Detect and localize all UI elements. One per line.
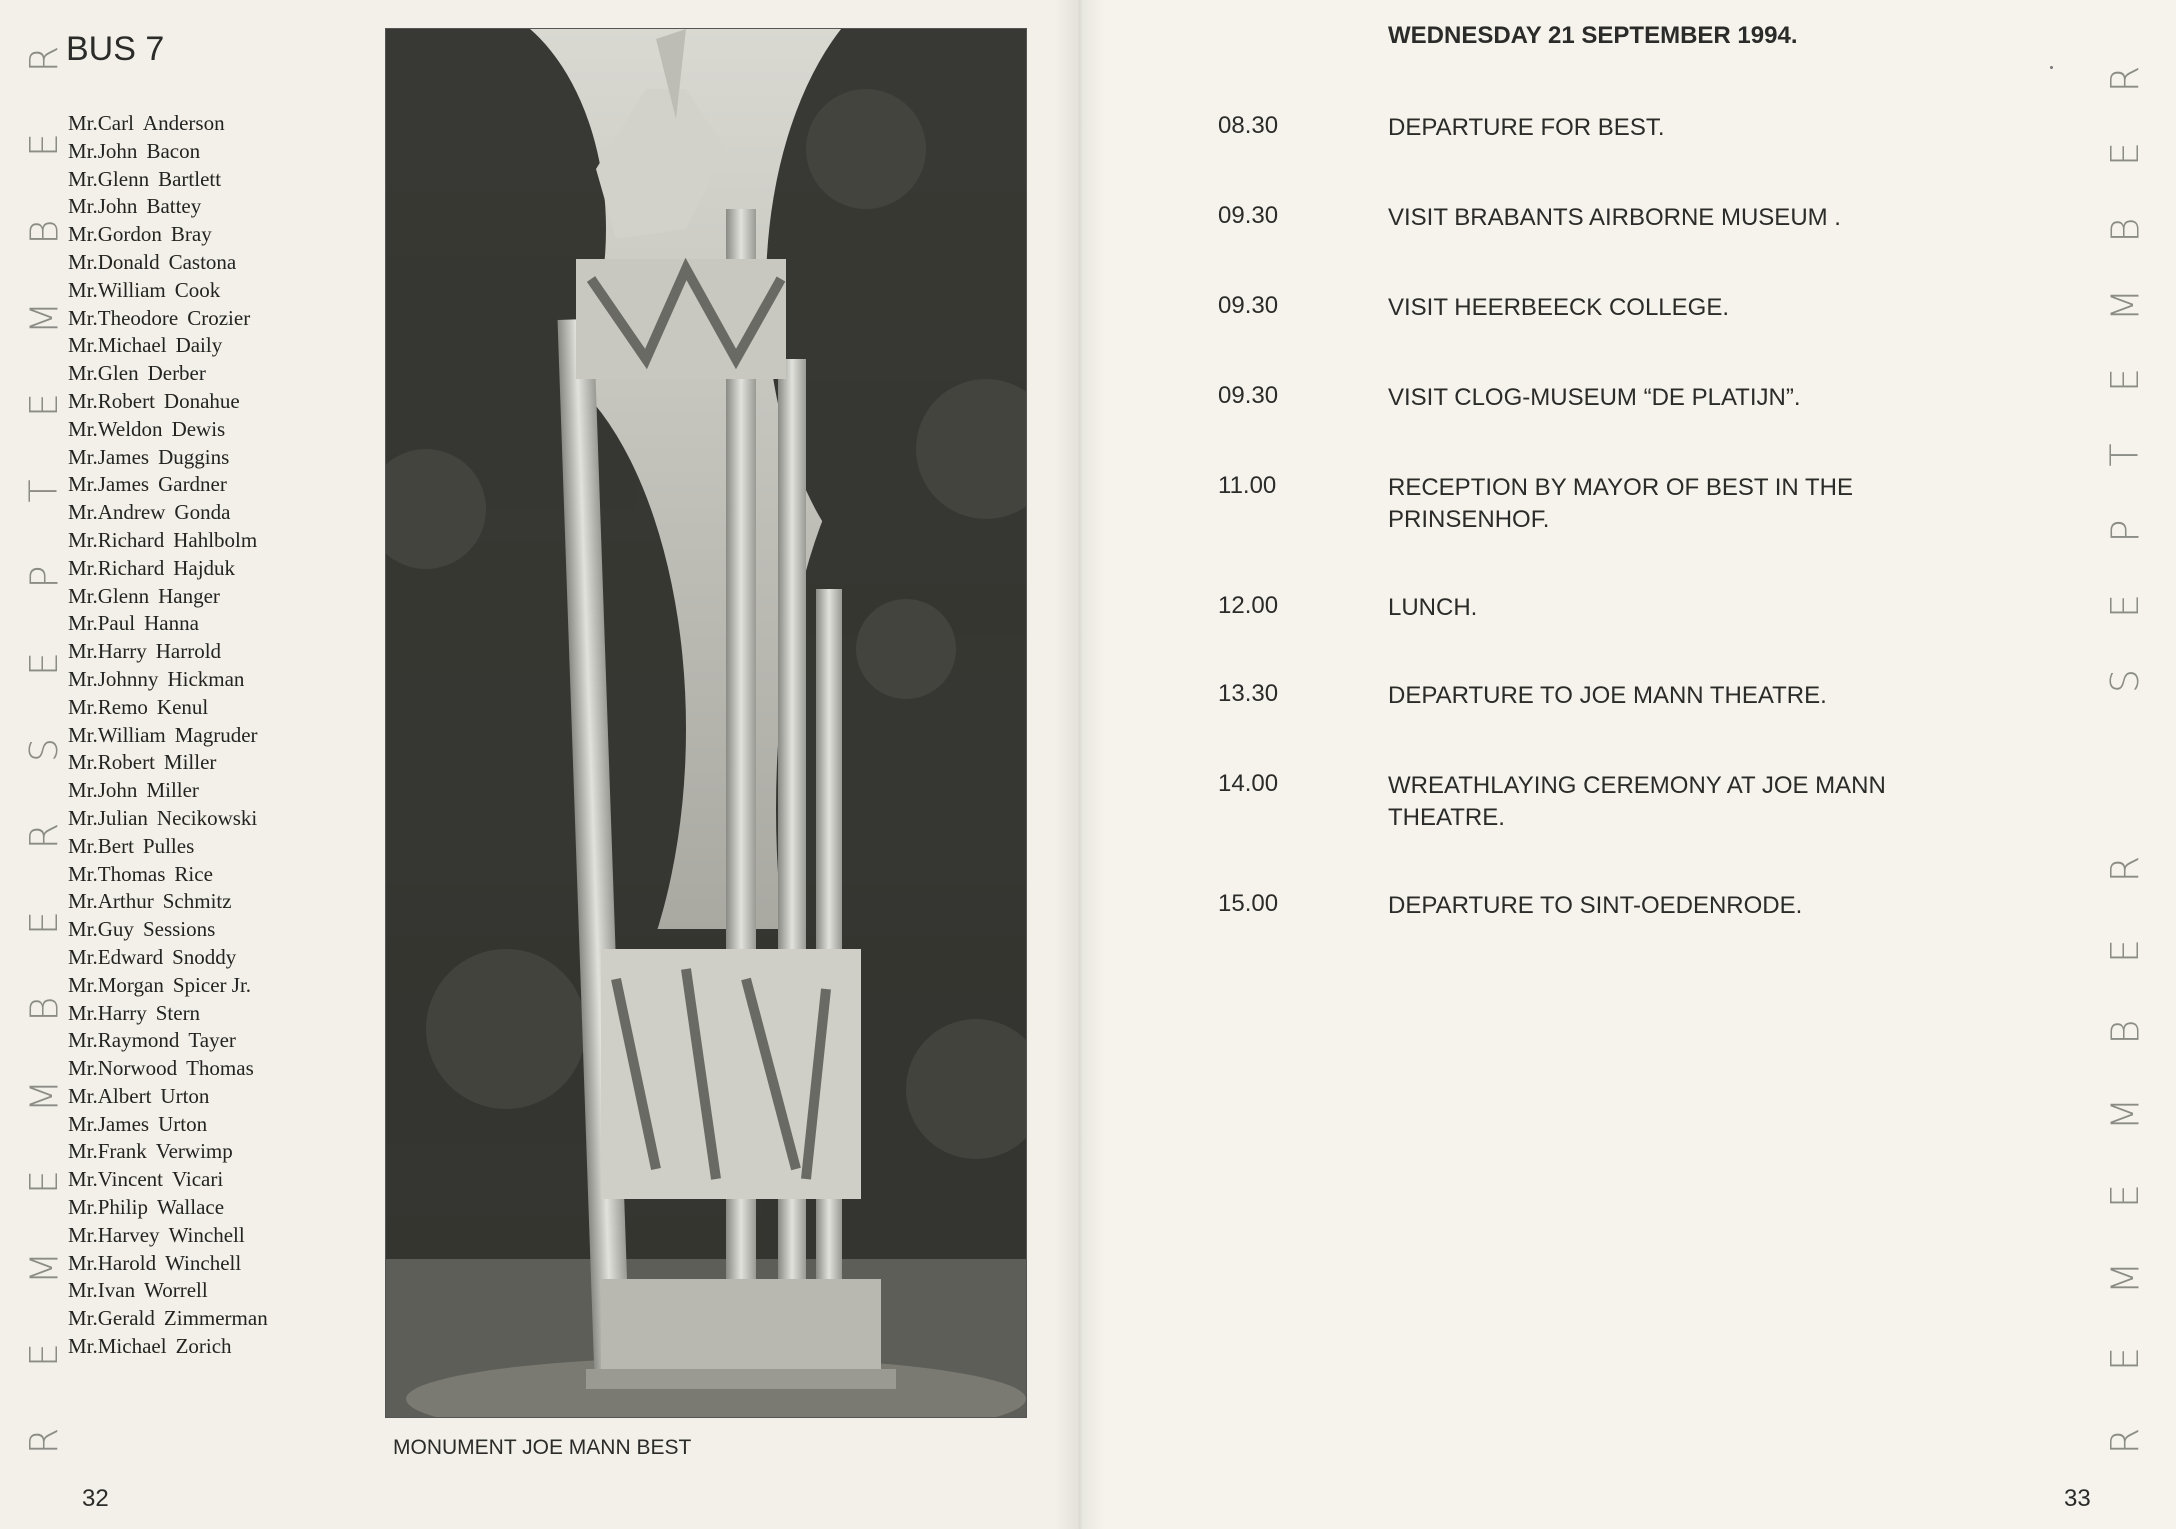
side-letter: T bbox=[2103, 443, 2147, 467]
attendee-last-name: Thomas bbox=[186, 1056, 254, 1081]
attendee-first-name: Mr.John bbox=[68, 778, 138, 803]
attendee-item bbox=[68, 555, 328, 583]
attendee-last-name: Hanger bbox=[158, 583, 220, 608]
schedule-time: 11.00 bbox=[1218, 472, 1277, 499]
side-letter: M bbox=[2102, 288, 2147, 322]
side-letter: R bbox=[22, 1427, 66, 1455]
schedule-event: VISIT HEERBEECK COLLEGE. bbox=[1388, 294, 1730, 321]
attendee-first-name: Mr.Morgan bbox=[68, 972, 164, 997]
side-letter: M bbox=[21, 1079, 66, 1112]
attendee-last-name: Snoddy bbox=[172, 944, 237, 969]
attendee-item bbox=[68, 305, 328, 333]
side-letter: E bbox=[21, 1342, 66, 1367]
attendee-first-name: Mr.Paul bbox=[68, 611, 136, 636]
attendee-last-name: Miller bbox=[146, 778, 199, 803]
attendee-item bbox=[68, 138, 328, 166]
attendee-first-name: Mr.John bbox=[68, 138, 138, 163]
attendee-item bbox=[68, 1194, 328, 1222]
side-letter: R bbox=[2103, 855, 2147, 883]
schedule-time: 09.30 bbox=[1218, 202, 1279, 229]
attendee-last-name: Gonda bbox=[174, 500, 231, 525]
side-letter: E bbox=[2102, 1183, 2147, 1208]
attendee-first-name: Mr.Glen bbox=[68, 361, 139, 386]
attendee-last-name: Necikowski bbox=[156, 805, 258, 830]
attendee-first-name: Mr.Thomas bbox=[68, 861, 166, 886]
attendee-first-name: Mr.Harry bbox=[68, 639, 147, 664]
attendee-first-name: Mr.Ivan bbox=[68, 1278, 136, 1303]
speck bbox=[2050, 66, 2053, 69]
schedule-event: DEPARTURE FOR BEST. bbox=[1388, 114, 1665, 141]
attendee-last-name: Battey bbox=[146, 194, 202, 219]
schedule-event: RECEPTION BY MAYOR OF BEST IN THE PRINSENHOF. bbox=[1388, 474, 1853, 533]
schedule-event: WREATHLAYING CEREMONY AT JOE MANN THEATRE. bbox=[1388, 772, 1886, 831]
attendee-last-name: Tayer bbox=[188, 1028, 236, 1053]
attendee-item bbox=[68, 1111, 328, 1139]
side-text-left bbox=[21, 40, 66, 1460]
attendee-first-name: Mr.James bbox=[68, 1111, 150, 1136]
attendee-last-name: Stern bbox=[155, 1000, 201, 1025]
attendee-last-name: Hanna bbox=[144, 611, 199, 636]
side-letter: M bbox=[21, 1251, 66, 1285]
side-letter: E bbox=[21, 133, 66, 158]
side-letter: E bbox=[2102, 593, 2147, 618]
attendee-item bbox=[68, 749, 328, 777]
attendee-last-name: Hickman bbox=[167, 666, 245, 691]
attendee-item bbox=[68, 916, 328, 944]
attendee-item bbox=[68, 332, 328, 360]
attendee-item bbox=[68, 527, 328, 555]
attendee-item bbox=[68, 833, 328, 861]
side-letter: E bbox=[2102, 938, 2147, 963]
schedule-event: DEPARTURE TO JOE MANN THEATRE. bbox=[1388, 682, 1827, 709]
page-number-right: 33 bbox=[2064, 1485, 2091, 1512]
attendee-first-name: Mr.Vincent bbox=[68, 1167, 163, 1192]
attendee-item bbox=[68, 777, 328, 805]
attendee-item bbox=[68, 193, 328, 221]
attendee-item bbox=[68, 1000, 328, 1028]
attendee-first-name: Mr.Theodore bbox=[68, 305, 179, 330]
attendee-item bbox=[68, 1277, 328, 1305]
side-letter: P bbox=[21, 565, 66, 589]
side-letter: M bbox=[2102, 1097, 2147, 1131]
attendee-item bbox=[68, 249, 328, 277]
attendee-item bbox=[68, 1027, 328, 1055]
attendee-first-name: Mr.Raymond bbox=[68, 1028, 180, 1053]
attendee-item bbox=[68, 471, 328, 499]
attendee-last-name: Zorich bbox=[175, 1334, 232, 1359]
schedule-time: 09.30 bbox=[1218, 382, 1279, 409]
side-letter: T bbox=[22, 479, 66, 503]
attendee-first-name: Mr.Michael bbox=[68, 1334, 167, 1359]
side-letter: B bbox=[2102, 217, 2147, 242]
attendee-item bbox=[68, 1222, 328, 1250]
attendee-item bbox=[68, 638, 328, 666]
side-letter: E bbox=[21, 651, 66, 676]
attendee-first-name: Mr.Albert bbox=[68, 1083, 152, 1108]
attendee-item bbox=[68, 110, 328, 138]
attendee-item bbox=[68, 1250, 328, 1278]
attendee-first-name: Mr.Richard bbox=[68, 555, 165, 580]
schedule-event: LUNCH. bbox=[1388, 594, 1478, 621]
attendee-item bbox=[68, 1138, 328, 1166]
attendee-last-name: Kenul bbox=[156, 694, 209, 719]
date-heading: WEDNESDAY 21 SEPTEMBER 1994. bbox=[1388, 22, 1798, 49]
attendee-item bbox=[68, 944, 328, 972]
attendee-first-name: Mr.Philip bbox=[68, 1195, 148, 1220]
attendee-last-name: Castona bbox=[168, 249, 237, 274]
attendee-item bbox=[68, 694, 328, 722]
schedule-event: VISIT CLOG-MUSEUM “DE PLATIJN”. bbox=[1388, 384, 1801, 411]
side-letter: B bbox=[21, 996, 66, 1022]
side-letter: E bbox=[21, 1169, 66, 1194]
schedule-time: 08.30 bbox=[1218, 112, 1279, 139]
side-letter: R bbox=[22, 45, 66, 73]
page-number-left: 32 bbox=[82, 1485, 109, 1512]
attendee-first-name: Mr.Frank bbox=[68, 1139, 147, 1164]
attendee-last-name: Anderson bbox=[142, 111, 225, 135]
attendee-first-name: Mr.William bbox=[68, 277, 166, 302]
attendee-last-name: Bray bbox=[170, 222, 212, 247]
side-letter: M bbox=[2102, 1261, 2147, 1294]
attendee-last-name: Miller bbox=[163, 750, 217, 775]
attendee-last-name: Hajduk bbox=[173, 555, 236, 580]
attendee-first-name: Mr.Michael bbox=[68, 333, 167, 358]
attendee-item bbox=[68, 666, 328, 694]
side-letter: E bbox=[2102, 1347, 2147, 1372]
schedule-time: 15.00 bbox=[1218, 890, 1279, 917]
attendee-last-name: Zimmerman bbox=[163, 1306, 268, 1331]
attendee-first-name: Mr.Norwood bbox=[68, 1056, 178, 1081]
attendee-first-name: Mr.Carl bbox=[68, 111, 134, 135]
attendee-last-name: Derber bbox=[147, 361, 206, 386]
attendee-item bbox=[68, 499, 328, 527]
attendee-item bbox=[68, 1083, 328, 1111]
attendee-first-name: Mr.Remo bbox=[68, 694, 148, 719]
attendee-item bbox=[68, 360, 328, 388]
attendee-first-name: Mr.Donald bbox=[68, 249, 160, 274]
attendee-first-name: Mr.Glenn bbox=[68, 583, 150, 608]
attendee-item bbox=[68, 805, 328, 833]
attendee-first-name: Mr.Gordon bbox=[68, 222, 162, 247]
schedule-time: 14.00 bbox=[1218, 770, 1279, 797]
attendee-last-name: Sessions bbox=[142, 917, 216, 942]
attendee-first-name: Mr.Weldon bbox=[68, 416, 163, 441]
attendee-first-name: Mr.Bert bbox=[68, 833, 134, 858]
attendee-last-name: Urton bbox=[160, 1083, 210, 1108]
attendee-item bbox=[68, 610, 328, 638]
side-letter: S bbox=[22, 737, 66, 763]
attendee-last-name: Bacon bbox=[146, 138, 201, 163]
attendee-first-name: Mr.Harry bbox=[68, 1000, 147, 1025]
schedule-time: 12.00 bbox=[1218, 592, 1279, 619]
attendee-item bbox=[68, 277, 328, 305]
attendee-first-name: Mr.Gerald bbox=[68, 1306, 155, 1331]
side-letter: E bbox=[2102, 142, 2147, 167]
attendee-first-name: Mr.Julian bbox=[68, 805, 148, 830]
side-text-right-top bbox=[2102, 60, 2147, 700]
attendee-first-name: Mr.Harvey bbox=[68, 1222, 160, 1247]
schedule-event: DEPARTURE TO SINT-OEDENRODE. bbox=[1388, 892, 1803, 919]
attendee-first-name: Mr.Johnny bbox=[68, 666, 159, 691]
attendee-last-name: Schmitz bbox=[162, 889, 232, 914]
attendee-last-name: Daily bbox=[175, 333, 223, 358]
monument-photo bbox=[385, 28, 1027, 1418]
attendee-last-name: Wallace bbox=[156, 1195, 225, 1220]
attendee-item bbox=[68, 861, 328, 889]
schedule-time: 13.30 bbox=[1218, 680, 1279, 707]
side-letter: B bbox=[21, 219, 66, 245]
attendee-item bbox=[68, 888, 328, 916]
attendee-last-name: Bartlett bbox=[158, 166, 222, 191]
side-letter: B bbox=[2102, 1019, 2147, 1045]
attendee-last-name: Spicer Jr. bbox=[172, 972, 252, 997]
attendee-first-name: Mr.Andrew bbox=[68, 500, 166, 525]
side-letter: R bbox=[22, 823, 66, 850]
attendee-item bbox=[68, 1166, 328, 1194]
attendee-last-name: Gardner bbox=[158, 472, 227, 497]
attendee-last-name: Donahue bbox=[163, 388, 240, 413]
attendee-last-name: Vicari bbox=[171, 1167, 224, 1192]
attendee-last-name: Hahlbolm bbox=[173, 527, 258, 552]
attendee-last-name: Magruder bbox=[174, 722, 258, 747]
attendee-first-name: Mr.John bbox=[68, 194, 138, 219]
side-letter: R bbox=[2103, 65, 2147, 93]
schedule-event: VISIT BRABANTS AIRBORNE MUSEUM . bbox=[1388, 204, 1841, 231]
attendee-list bbox=[68, 110, 328, 1361]
side-letter: E bbox=[21, 392, 66, 417]
attendee-item bbox=[68, 1055, 328, 1083]
attendee-first-name: Mr.James bbox=[68, 472, 150, 497]
attendee-last-name: Dewis bbox=[171, 416, 226, 441]
attendee-first-name: Mr.Guy bbox=[68, 917, 134, 942]
attendee-item bbox=[68, 972, 328, 1000]
side-letter: P bbox=[2102, 519, 2147, 542]
attendee-last-name: Verwimp bbox=[155, 1139, 233, 1164]
side-letter: S bbox=[2103, 668, 2147, 694]
schedule-time: 09.30 bbox=[1218, 292, 1279, 319]
attendee-last-name: Duggins bbox=[158, 444, 230, 469]
photo-caption: MONUMENT JOE MANN BEST bbox=[393, 1436, 692, 1459]
attendee-last-name: Winchell bbox=[165, 1250, 242, 1275]
attendee-item bbox=[68, 166, 328, 194]
attendee-first-name: Mr.Edward bbox=[68, 944, 164, 969]
attendee-first-name: Mr.Arthur bbox=[68, 889, 154, 914]
attendee-last-name: Cook bbox=[174, 277, 221, 302]
attendee-first-name: Mr.Robert bbox=[68, 388, 155, 413]
attendee-last-name: Winchell bbox=[168, 1222, 245, 1247]
attendee-item bbox=[68, 388, 328, 416]
attendee-last-name: Crozier bbox=[187, 305, 251, 330]
side-letter: E bbox=[2102, 367, 2147, 393]
attendee-item bbox=[68, 1333, 328, 1361]
book-gutter bbox=[1055, 0, 1105, 1529]
attendee-item bbox=[68, 416, 328, 444]
attendee-last-name: Harrold bbox=[155, 639, 222, 664]
attendee-first-name: Mr.Richard bbox=[68, 527, 165, 552]
attendee-last-name: Pulles bbox=[142, 833, 195, 858]
side-letter: M bbox=[21, 301, 66, 335]
attendee-item bbox=[68, 221, 328, 249]
attendee-item bbox=[68, 1305, 328, 1333]
attendee-first-name: Mr.Harold bbox=[68, 1250, 157, 1275]
attendee-last-name: Rice bbox=[174, 861, 213, 886]
attendee-item bbox=[68, 444, 328, 472]
attendee-last-name: Worrell bbox=[144, 1278, 208, 1303]
side-text-right-bottom bbox=[2102, 850, 2147, 1460]
attendee-item bbox=[68, 583, 328, 611]
attendee-item bbox=[68, 722, 328, 750]
attendee-first-name: Mr.James bbox=[68, 444, 150, 469]
side-letter: R bbox=[2103, 1427, 2147, 1455]
bus-title: BUS 7 bbox=[66, 30, 165, 68]
side-letter: E bbox=[21, 910, 66, 935]
attendee-first-name: Mr.Glenn bbox=[68, 166, 150, 191]
attendee-first-name: Mr.Robert bbox=[68, 750, 155, 775]
attendee-first-name: Mr.William bbox=[68, 722, 166, 747]
attendee-last-name: Urton bbox=[158, 1111, 208, 1136]
